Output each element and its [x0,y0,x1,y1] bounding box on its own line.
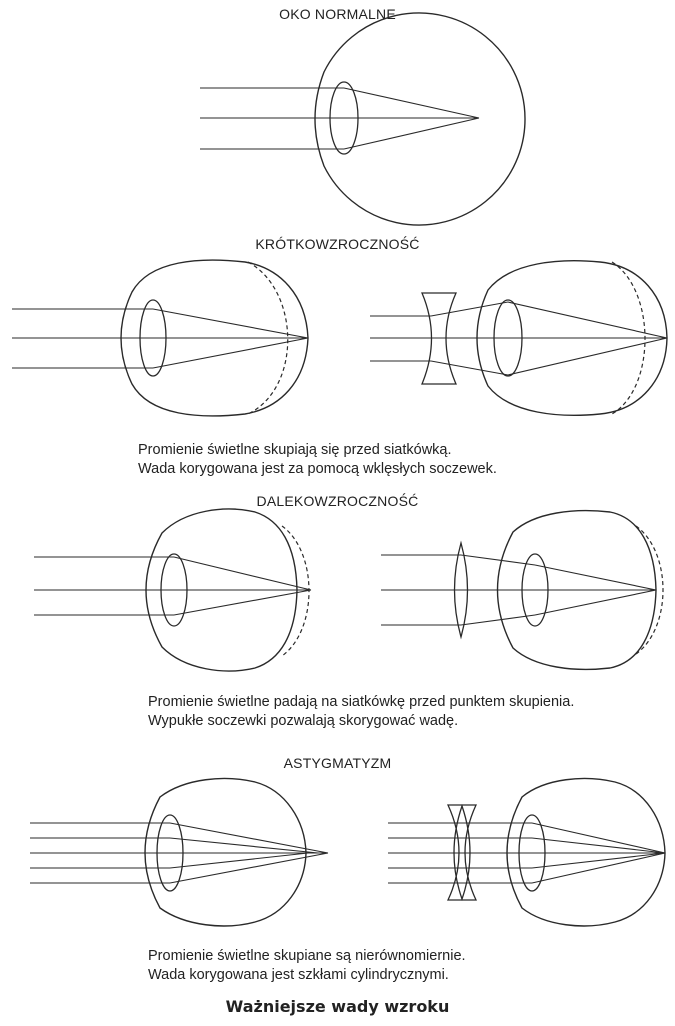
astigmatism-eye-globe [145,779,306,926]
heading-normal-eye: OKO NORMALNE [279,6,396,22]
hyperopia-eye-diagram [34,509,311,671]
caption-hyperopia-line-2: Wypukłe soczewki pozwalają skorygować wadę. [148,713,459,729]
caption-myopia-line-2: Wada korygowana jest za pomocą wklęsłych soczewek. [138,461,497,477]
heading-astigmatism: ASTYGMATYZM [283,755,392,771]
myopia-eye-rays [12,309,308,368]
myopia-corrected-diagram [370,261,667,416]
hyperopia-corrected-rays [381,555,656,625]
hyperopia-eye-rays [34,557,311,615]
astigmatism-eye-diagram [30,779,328,926]
heading-hyperopia: DALEKOWZROCZNOŚĆ [256,493,419,509]
caption-astigmatism-line-2: Wada korygowana jest szkłami cylindrycznymi. [148,967,449,983]
astigmatism-eye-rays [30,823,328,883]
heading-myopia: KRÓTKOWZROCZNOŚĆ [255,236,420,252]
normal-eye-rays [200,88,479,149]
caption-hyperopia-line-1: Promienie świetlne padają na siatkówkę przed punktem skupienia. [148,694,575,710]
figure-caption: Ważniejsze wady wzroku [225,997,450,1016]
normal-eye-diagram [200,13,525,225]
astigmatism-corrected-rays [388,823,665,883]
normal-eye-globe [315,13,525,225]
myopia-eye-diagram [12,260,308,416]
hyperopia-corrected-diagram [381,511,663,670]
caption-myopia-line-1: Promienie świetlne skupiają się przed siatkówką. [138,442,452,458]
astigmatism-corrected-eye-globe [507,779,665,926]
astigmatism-corrected-diagram [388,779,665,926]
caption-astigmatism-line-1: Promienie świetlne skupiane są nierównomiernie. [148,948,466,964]
